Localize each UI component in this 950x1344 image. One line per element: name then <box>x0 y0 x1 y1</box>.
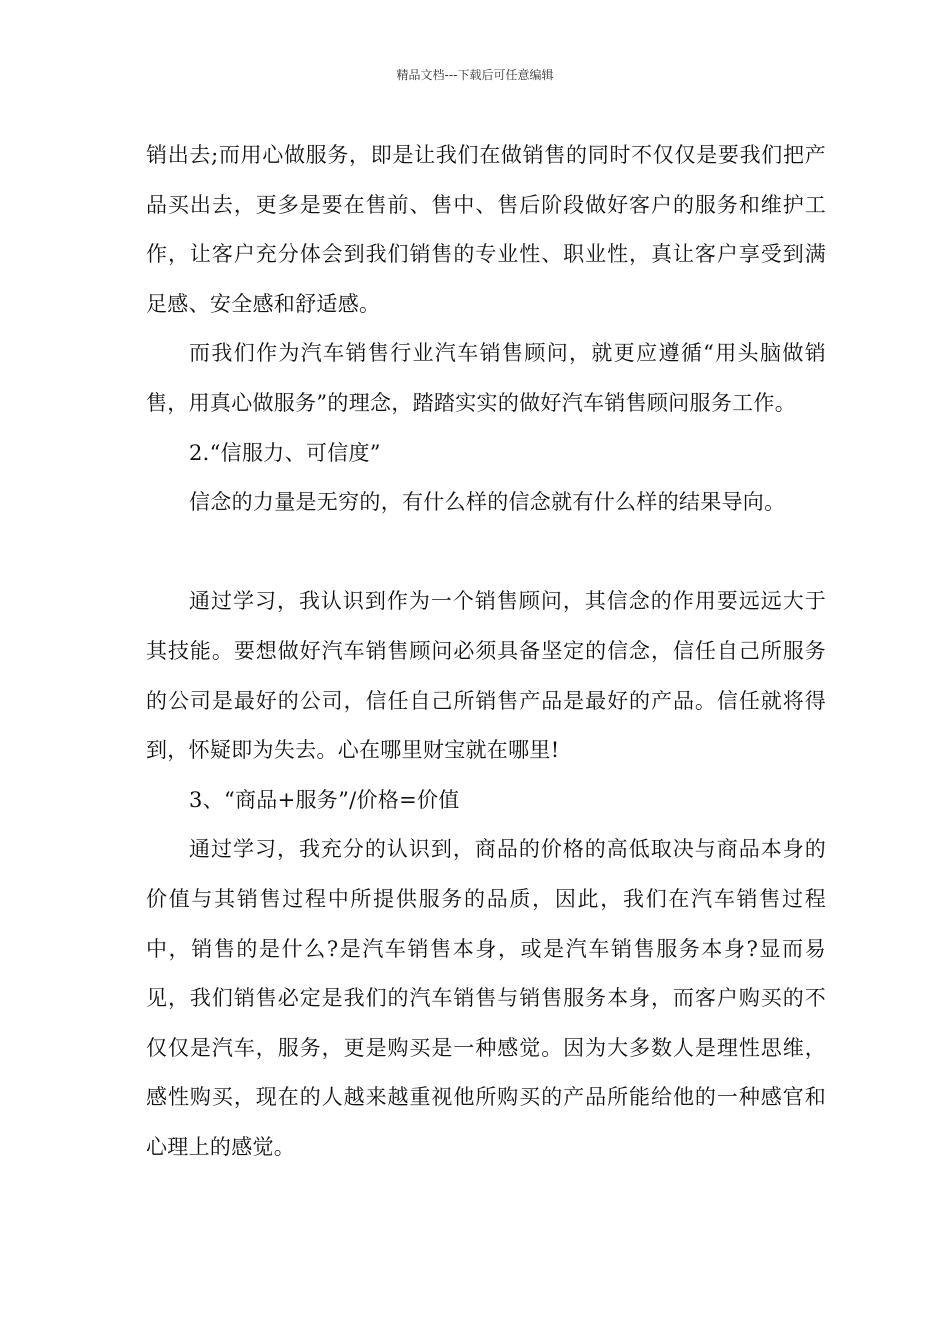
paragraph-4: 通过学习，我认识到作为一个销售顾问，其信念的作用要远远大于其技能。要想做好汽车销售顾问必须具备坚定的信念，信任自己所服务的公司是最好的公司，信任自己所销售产品是最好的产品。信任就将得到，怀疑即为失去。心在哪里财宝就在哪里! <box>146 589 826 763</box>
paragraph-2: 而我们作为汽车销售行业汽车销售顾问，就更应遵循“用头脑做销售，用真心做服务”的理念，踏踏实实的做好汽车销售顾问服务工作。 <box>146 341 826 415</box>
paragraph-1: 销出去;而用心做服务，即是让我们在做销售的同时不仅仅是要我们把产品买出去，更多是要在售前、售中、售后阶段做好客户的服务和维护工作，让客户充分体会到我们销售的专业性、职业性，真让客户享受到满足感、安全感和舒适感。 <box>146 143 826 316</box>
paragraph-5: 通过学习，我充分的认识到，商品的价格的高低取决与商品本身的价值与其销售过程中所提供服务的品质，因此，我们在汽车销售过程中，销售的是什么?是汽车销售本身，或是汽车销售服务本身?显而易见，我们销售必定是我们的汽车销售与销售服务本身，而客户购买的不仅仅是汽车，服务，更是购买是一种感觉。因为大多数人是理性思维，感性购买，现在的人越来越重视他所购买的产品所能给他的一种感官和心理上的感觉。 <box>146 837 826 1159</box>
paragraph-3: 信念的力量是无穷的，有什么样的信念就有什么样的结果导向。 <box>189 490 786 515</box>
blank-line <box>146 528 826 578</box>
page-header: 精品文档---下载后可任意编辑 <box>396 68 554 82</box>
section-heading-2: 2.“信服力、可信度” <box>189 440 381 465</box>
document-body <box>146 131 826 1172</box>
section-heading-3: 3、“商品+服务”/价格=价值 <box>189 787 460 812</box>
